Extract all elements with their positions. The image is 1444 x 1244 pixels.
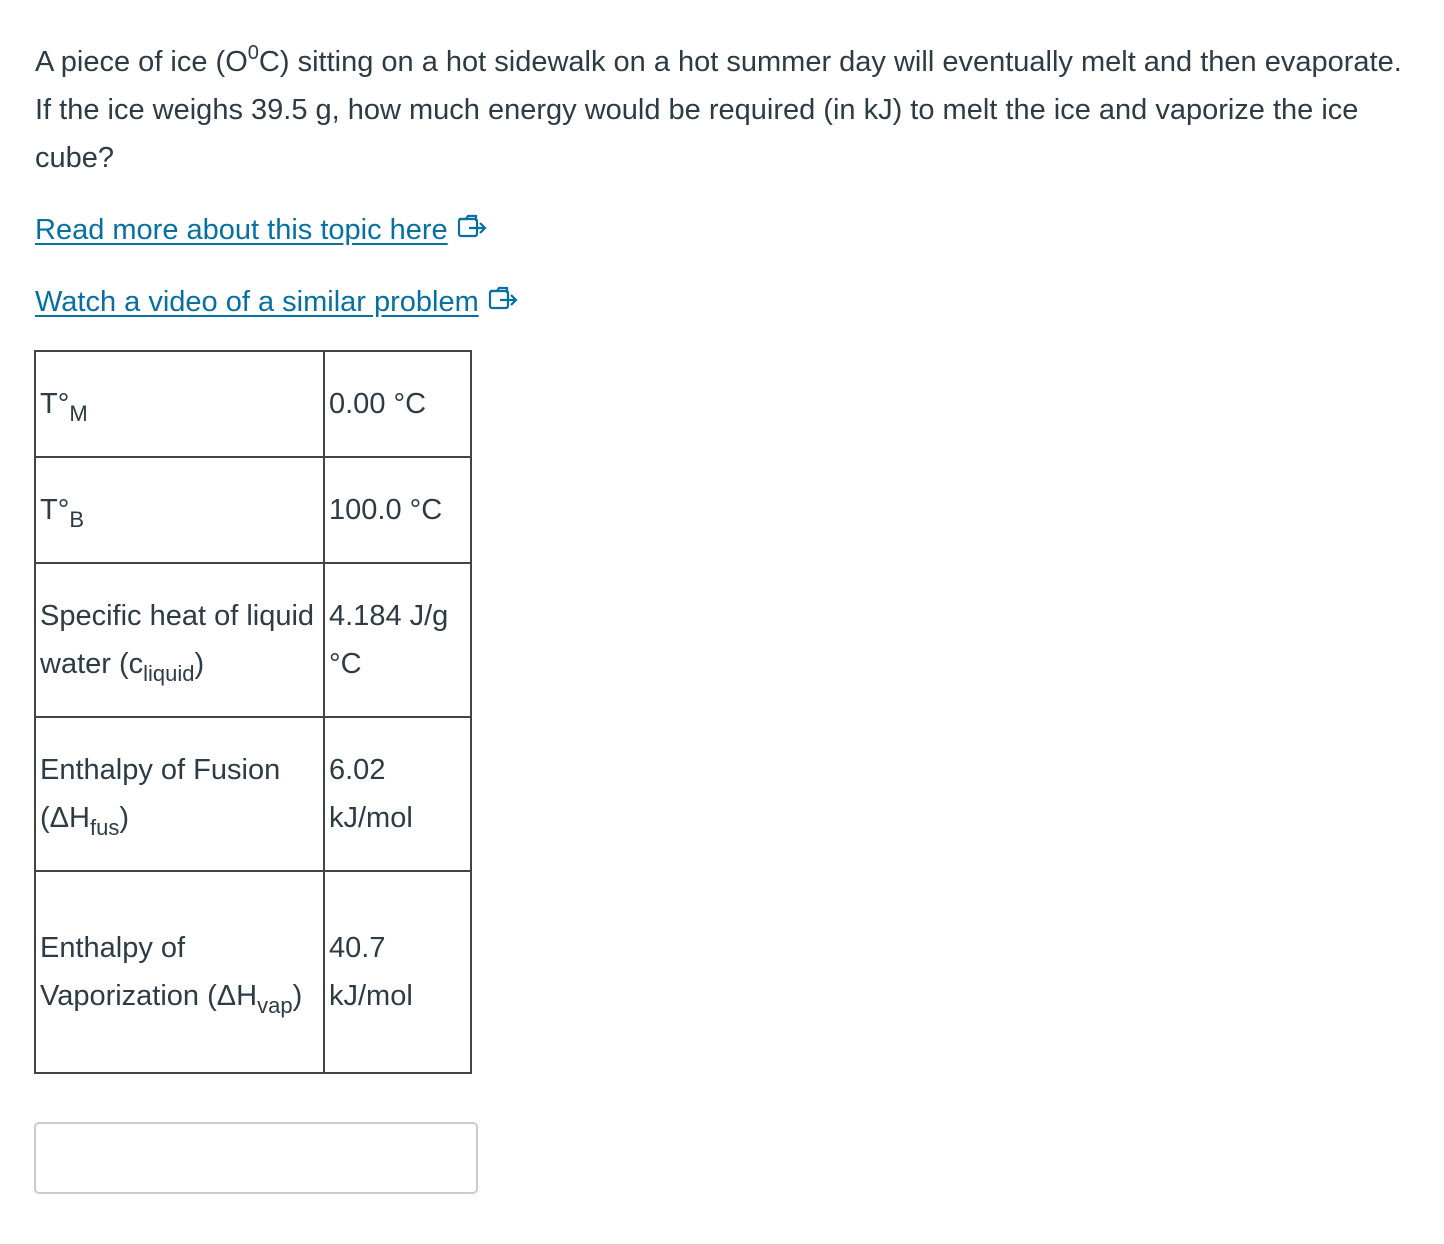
question-text xyxy=(35,38,1415,182)
question-text-part2: C) sitting on a hot sidewalk on a hot summer day will eventually melt and then evaporate. If the ice weighs 39.5 g, how much energy would be required (in kJ) to melt the ice and vaporize the ice cube? xyxy=(35,46,1402,174)
table-row xyxy=(35,563,471,717)
table-row xyxy=(35,871,471,1073)
external-link-icon xyxy=(487,283,519,323)
table-cell-value: 0.00 °C xyxy=(324,351,471,457)
read-more-link[interactable] xyxy=(35,210,488,251)
watch-video-link-label: Watch a video of a similar problem xyxy=(35,286,479,318)
table-cell-label: $T^\circ_B$ xyxy=(35,457,324,563)
external-link-icon xyxy=(456,211,488,251)
question-text-part1: A piece of ice (O xyxy=(35,46,248,78)
table-cell-label: $T^\circ_M$ xyxy=(35,351,324,457)
table-cell-value: 40.7 kJ/mol xyxy=(324,871,471,1073)
constants-table xyxy=(34,350,472,1074)
read-more-link-label: Read more about this topic here xyxy=(35,214,448,246)
table-row xyxy=(35,351,471,457)
table-cell-label: Specific heat of liquid water $(c_{liquid})$ xyxy=(35,563,324,717)
answer-input[interactable] xyxy=(34,1122,478,1194)
table-cell-value: 4.184 J/g °C xyxy=(324,563,471,717)
question-superscript: 0 xyxy=(247,42,259,64)
table-row xyxy=(35,717,471,871)
table-row xyxy=(35,457,471,563)
watch-video-link[interactable] xyxy=(35,282,519,323)
table-cell-value: 6.02 kJ/mol xyxy=(324,717,471,871)
table-cell-label: Enthalpy of Vaporization $(\Delta H_{vap})$ xyxy=(35,871,324,1073)
table-cell-value: 100.0 °C xyxy=(324,457,471,563)
table-cell-label: Enthalpy of Fusion $(\Delta H_{fus})$ xyxy=(35,717,324,871)
